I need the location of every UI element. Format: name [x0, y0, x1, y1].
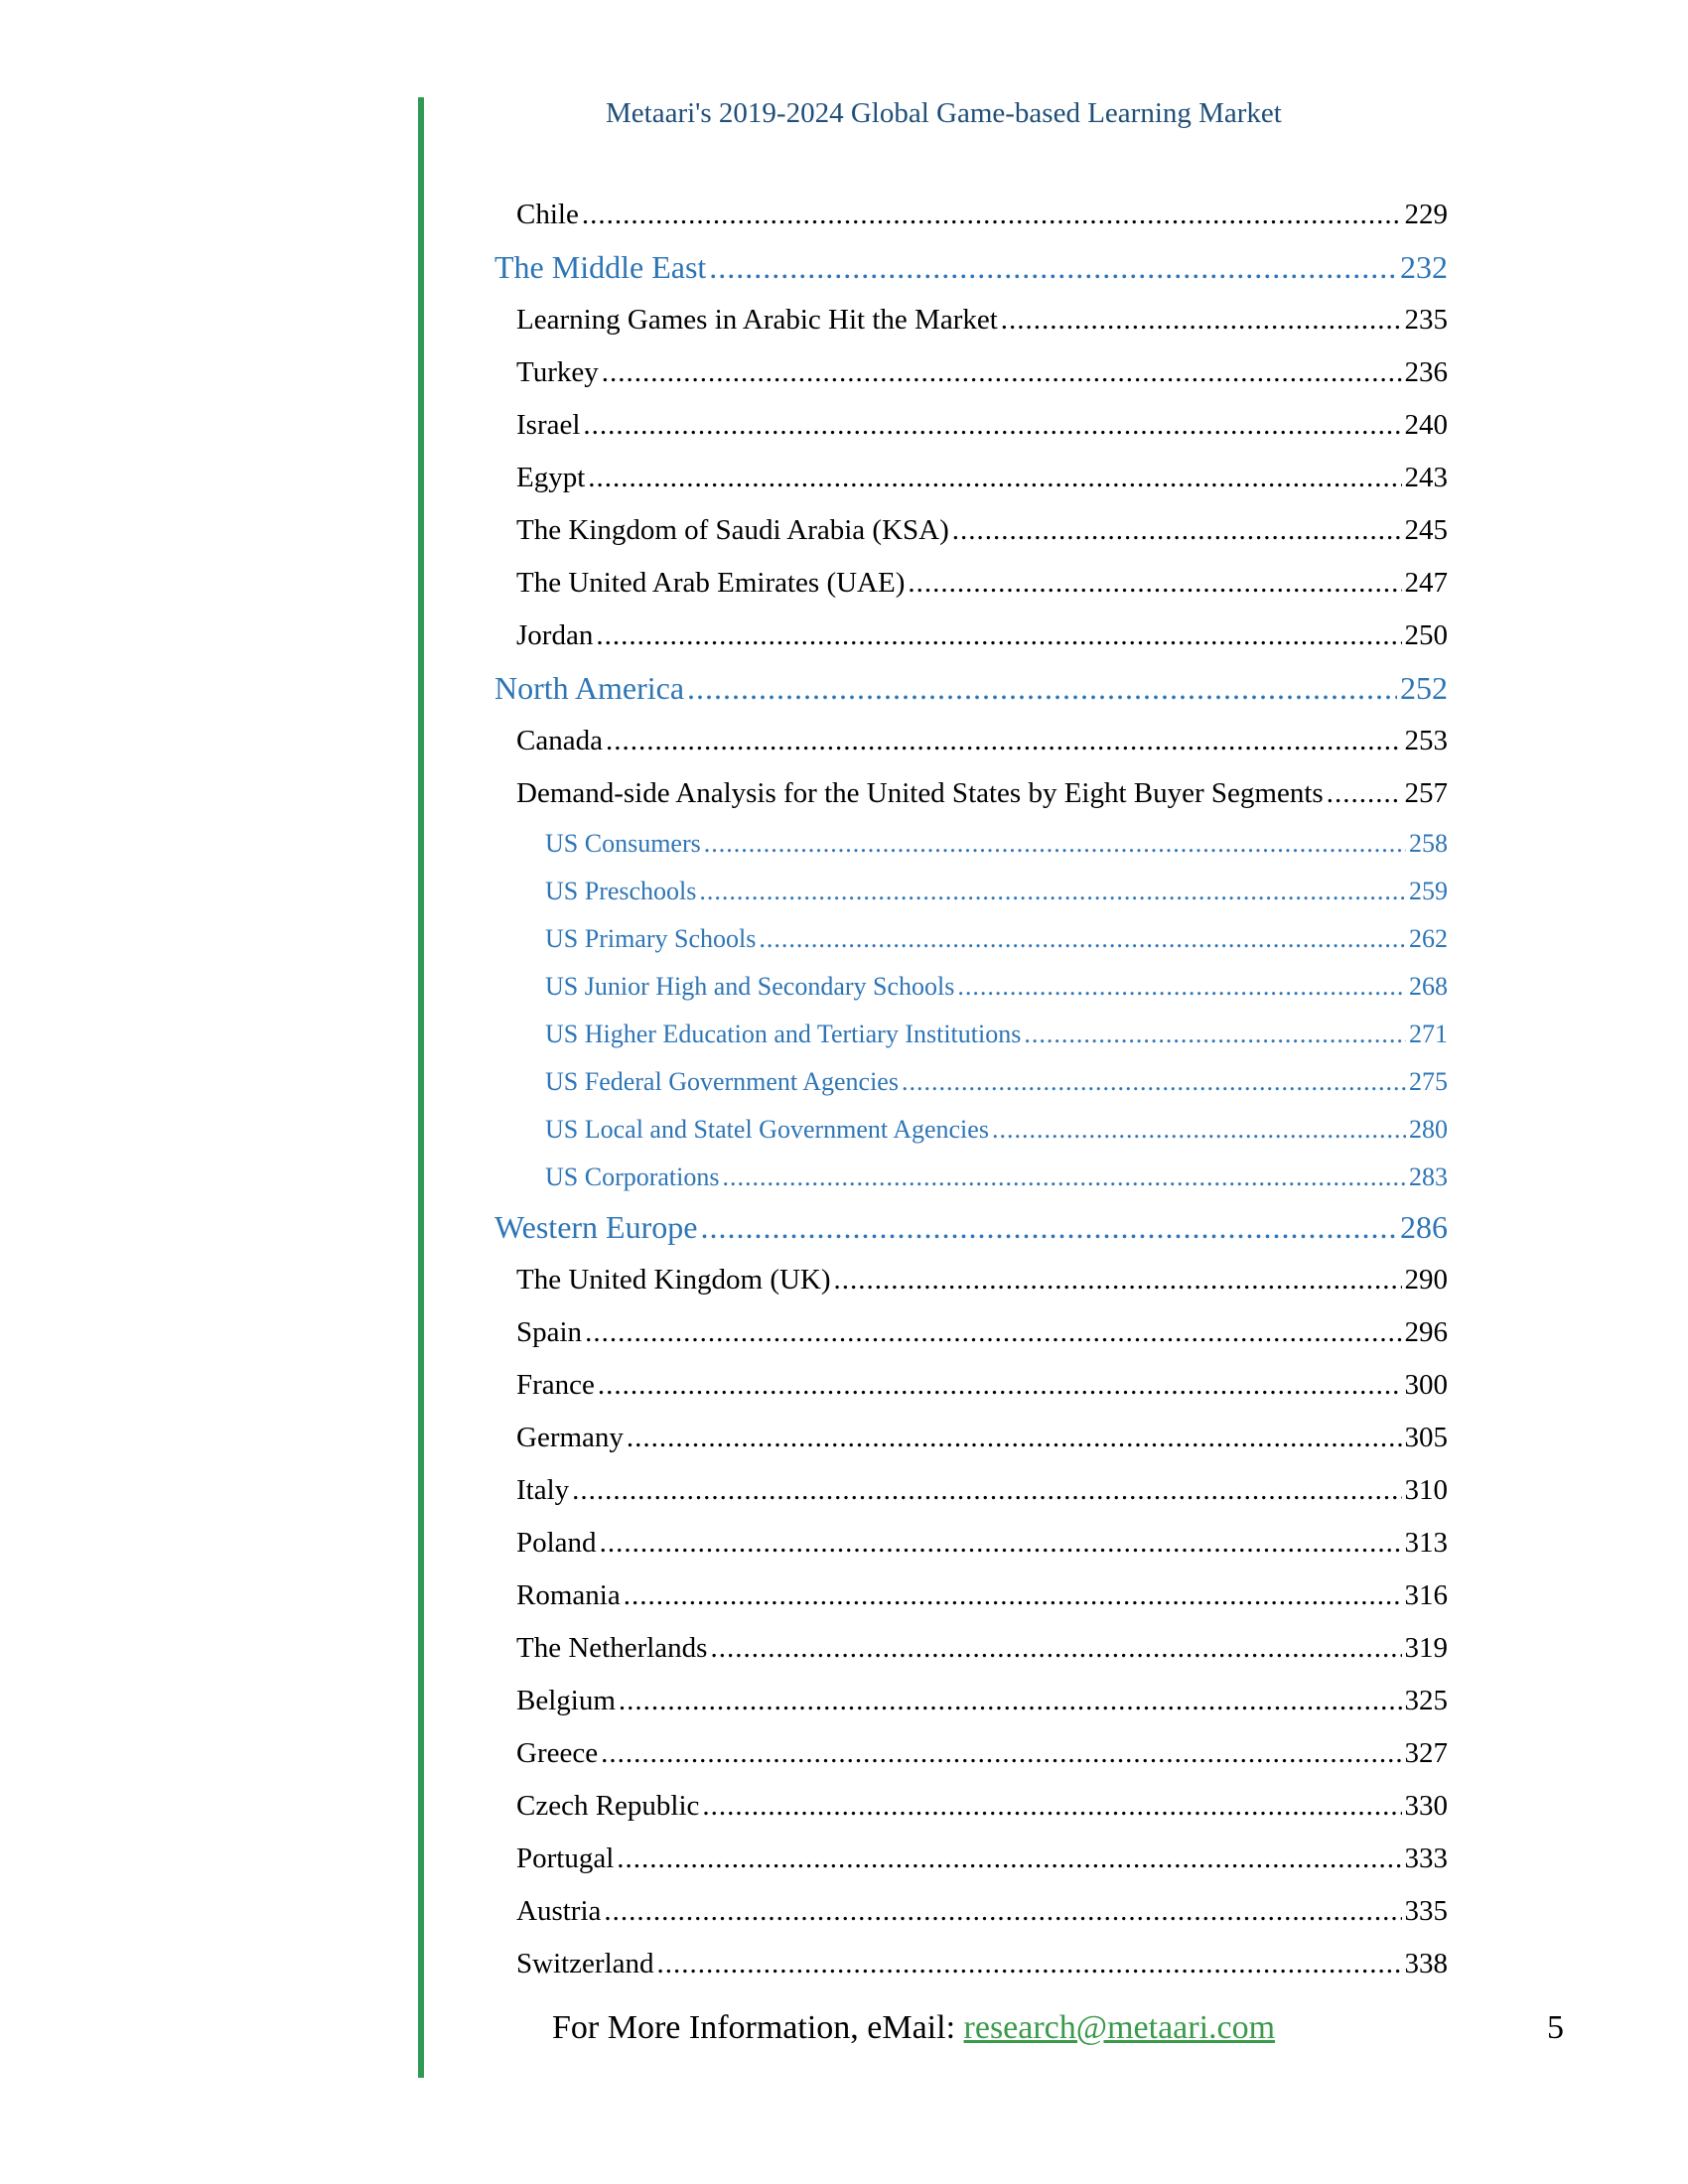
footer-text: For More Information, eMail: [552, 2009, 964, 2046]
toc-entry-page: 335 [1404, 1895, 1448, 1927]
toc-leader-dots [702, 1780, 1401, 1833]
toc-entry-label: The Kingdom of Saudi Arabia (KSA) [516, 514, 949, 546]
toc-entry[interactable] [494, 557, 1448, 610]
toc-entry[interactable] [494, 868, 1448, 915]
toc-leader-dots [908, 557, 1401, 610]
toc-leader-dots [1001, 294, 1402, 346]
toc-entry[interactable] [494, 1011, 1448, 1058]
toc-entry[interactable] [494, 1885, 1448, 1938]
toc-entry[interactable] [494, 399, 1448, 452]
toc-entry-label: Egypt [516, 462, 586, 493]
toc-entry-label: Canada [516, 725, 603, 756]
toc-entry[interactable] [494, 1464, 1448, 1517]
toc-entry-label: North America [494, 670, 685, 706]
toc-entry-label: Western Europe [494, 1209, 698, 1245]
toc-entry[interactable] [494, 1106, 1448, 1154]
toc-entry-page: 243 [1404, 462, 1448, 493]
toc-entry-page: 313 [1404, 1527, 1448, 1559]
toc-leader-dots [604, 1885, 1401, 1938]
toc-entry[interactable] [494, 1412, 1448, 1464]
toc-entry-page: 280 [1409, 1115, 1448, 1144]
toc-leader-dots [834, 1254, 1402, 1306]
toc-leader-dots [588, 452, 1401, 504]
toc-entry[interactable] [494, 189, 1448, 241]
toc-entry-label: The United Arab Emirates (UAE) [516, 567, 906, 599]
toc-entry[interactable] [494, 767, 1448, 820]
toc-leader-dots [619, 1675, 1402, 1727]
toc-leader-dots [602, 346, 1402, 399]
toc-leader-dots [1024, 1011, 1406, 1058]
toc-entry-page: 319 [1404, 1632, 1448, 1664]
toc-entry[interactable] [494, 1938, 1448, 1990]
toc-entry-label: France [516, 1369, 595, 1401]
toc-entry-label: Portugal [516, 1843, 615, 1874]
toc-entry-page: 232 [1400, 249, 1448, 285]
toc-entry-label: US Higher Education and Tertiary Institutions [545, 1020, 1022, 1048]
toc-entry-page: 296 [1404, 1316, 1448, 1348]
toc-entry-page: 300 [1404, 1369, 1448, 1401]
toc-entry-label: Austria [516, 1895, 602, 1927]
toc-leader-dots [624, 1570, 1402, 1622]
toc-entry-page: 250 [1404, 619, 1448, 651]
toc-entry-label: Switzerland [516, 1948, 654, 1979]
toc-entry-page: 330 [1404, 1790, 1448, 1822]
toc-entry-page: 310 [1404, 1474, 1448, 1506]
toc-entry-label: Learning Games in Arabic Hit the Market [516, 304, 998, 336]
toc-entry-label: US Federal Government Agencies [545, 1067, 899, 1096]
toc-leader-dots [709, 241, 1397, 294]
toc-entry-page: 252 [1400, 670, 1448, 706]
toc-leader-dots [992, 1106, 1406, 1154]
toc-leader-dots [596, 610, 1401, 662]
toc-entry-page: 275 [1409, 1067, 1448, 1096]
toc-entry[interactable] [494, 1154, 1448, 1201]
toc-entry-page: 262 [1409, 924, 1448, 953]
toc-entry-page: 286 [1400, 1209, 1448, 1245]
toc-entry-label: Israel [516, 409, 581, 441]
toc-entry-label: Demand-side Analysis for the United States by Eight Buyer Segments [516, 777, 1324, 809]
toc-entry[interactable] [494, 1780, 1448, 1833]
toc-entry-page: 245 [1404, 514, 1448, 546]
toc-leader-dots [957, 963, 1406, 1011]
toc-entry[interactable] [494, 241, 1448, 294]
toc-entry-page: 327 [1404, 1737, 1448, 1769]
toc-leader-dots [1327, 767, 1402, 820]
toc-leader-dots [617, 1833, 1401, 1885]
toc-entry-label: Turkey [516, 356, 599, 388]
toc-leader-dots [601, 1727, 1401, 1780]
toc-entry-page: 229 [1404, 199, 1448, 230]
toc-leader-dots [585, 1306, 1401, 1359]
toc-entry[interactable] [494, 346, 1448, 399]
toc-entry[interactable] [494, 1058, 1448, 1106]
toc-leader-dots [710, 1622, 1401, 1675]
toc-entry-page: 268 [1409, 972, 1448, 1001]
toc-entry-label: Chile [516, 199, 579, 230]
toc-entry-page: 253 [1404, 725, 1448, 756]
toc-entry-page: 235 [1404, 304, 1448, 336]
toc-entry-label: US Junior High and Secondary Schools [545, 972, 955, 1001]
toc-entry-label: Germany [516, 1422, 624, 1453]
email-link[interactable]: research@metaari.com [963, 2009, 1276, 2046]
toc-leader-dots [759, 915, 1406, 963]
page-number: 5 [1547, 2009, 1564, 2046]
toc-leader-dots [598, 1359, 1402, 1412]
toc-leader-dots [687, 662, 1397, 715]
toc-entry-page: 325 [1404, 1685, 1448, 1716]
toc-entry[interactable] [494, 1622, 1448, 1675]
toc-leader-dots [902, 1058, 1406, 1106]
toc-entry-label: Jordan [516, 619, 594, 651]
toc-entry-label: Czech Republic [516, 1790, 700, 1822]
running-header: Metaari's 2019-2024 Global Game-based Learning Market [606, 97, 1282, 129]
toc-entry-page: 240 [1404, 409, 1448, 441]
toc-entry[interactable] [494, 294, 1448, 346]
toc-entry[interactable] [494, 1727, 1448, 1780]
toc-entry[interactable] [494, 820, 1448, 868]
toc-entry-page: 271 [1409, 1020, 1448, 1048]
toc-entry-page: 236 [1404, 356, 1448, 388]
toc-leader-dots [704, 820, 1406, 868]
toc-entry-page: 333 [1404, 1843, 1448, 1874]
toc-entry-label: US Primary Schools [545, 924, 757, 953]
toc-entry[interactable] [494, 1675, 1448, 1727]
toc-entry[interactable] [494, 1359, 1448, 1412]
margin-rule [418, 97, 424, 2078]
toc-entry-label: Poland [516, 1527, 597, 1559]
toc-entry[interactable] [494, 963, 1448, 1011]
footer [552, 2009, 1275, 2047]
toc-entry-label: Romania [516, 1579, 621, 1611]
toc-entry-page: 290 [1404, 1264, 1448, 1296]
table-of-contents [494, 189, 1448, 1990]
toc-entry-label: The Middle East [494, 249, 707, 285]
toc-entry[interactable] [494, 1517, 1448, 1570]
toc-leader-dots [606, 715, 1402, 767]
toc-leader-dots [582, 189, 1402, 241]
toc-entry[interactable] [494, 1570, 1448, 1622]
toc-entry-label: Spain [516, 1316, 583, 1348]
toc-entry-label: Italy [516, 1474, 570, 1506]
toc-entry[interactable] [494, 662, 1448, 715]
toc-entry-page: 305 [1404, 1422, 1448, 1453]
toc-leader-dots [952, 504, 1402, 557]
toc-entry-page: 316 [1404, 1579, 1448, 1611]
toc-entry[interactable] [494, 504, 1448, 557]
toc-entry[interactable] [494, 715, 1448, 767]
toc-entry[interactable] [494, 1833, 1448, 1885]
toc-leader-dots [572, 1464, 1401, 1517]
toc-entry-label: US Corporations [545, 1162, 720, 1191]
toc-entry-label: The Netherlands [516, 1632, 708, 1664]
toc-leader-dots [699, 868, 1406, 915]
toc-entry[interactable] [494, 610, 1448, 662]
toc-entry-page: 259 [1409, 877, 1448, 905]
toc-leader-dots [700, 1201, 1397, 1254]
toc-entry[interactable] [494, 915, 1448, 963]
toc-entry[interactable] [494, 1201, 1448, 1254]
toc-entry-page: 258 [1409, 829, 1448, 858]
toc-entry-label: Greece [516, 1737, 599, 1769]
toc-entry-page: 257 [1404, 777, 1448, 809]
toc-entry[interactable] [494, 1306, 1448, 1359]
toc-entry-label: US Local and Statel Government Agencies [545, 1115, 989, 1144]
toc-entry-page: 283 [1409, 1162, 1448, 1191]
toc-leader-dots [600, 1517, 1402, 1570]
toc-entry-page: 338 [1404, 1948, 1448, 1979]
toc-leader-dots [657, 1938, 1402, 1990]
toc-entry-page: 247 [1404, 567, 1448, 599]
toc-entry[interactable] [494, 452, 1448, 504]
toc-entry-label: Belgium [516, 1685, 616, 1716]
toc-leader-dots [583, 399, 1401, 452]
toc-entry[interactable] [494, 1254, 1448, 1306]
toc-leader-dots [723, 1154, 1407, 1201]
toc-leader-dots [627, 1412, 1402, 1464]
toc-entry-label: US Consumers [545, 829, 701, 858]
toc-entry-label: The United Kingdom (UK) [516, 1264, 831, 1296]
toc-entry-label: US Preschools [545, 877, 697, 905]
